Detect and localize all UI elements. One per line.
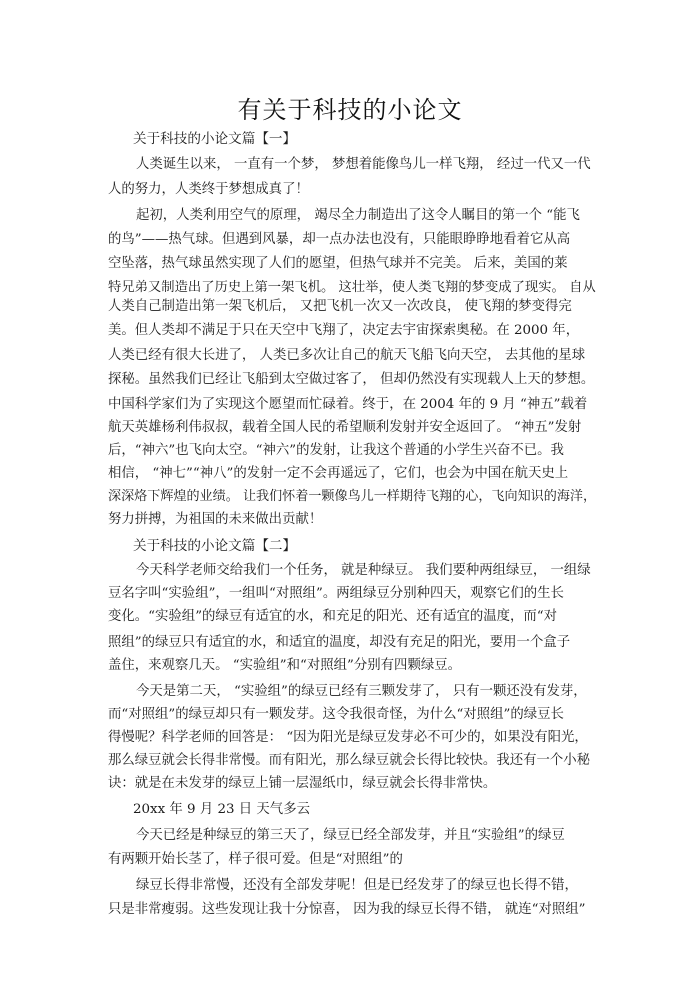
- text-line: 变化。“实验组”的绿豆有适宜的水，和充足的阳光、还有适宜的温度，而“对: [108, 609, 558, 624]
- text-line: 人类诞生以来， 一直有一个梦， 梦想着能像鸟儿一样飞翔， 经过一代又一代: [136, 157, 591, 172]
- text-line: 美。但人类却不满足于只在天空中飞翔了，决定去宇宙探索奥秘。在 2000 年，: [108, 323, 580, 338]
- text-line: 特兄弟又制造出了历史上第一架飞机。 这壮举，使人类飞翔的梦变成了现实。 自从: [108, 280, 596, 295]
- text-line: 深深烙下辉煌的业绩。 让我们怀着一颗像鸟儿一样期待飞翔的心，飞向知识的海洋，: [108, 489, 597, 504]
- section-heading: 关于科技的小论文篇【一】: [133, 131, 297, 147]
- text-line: 今天科学老师交给我们一个任务， 就是种绿豆。 我们要种两组绿豆， 一组绿: [136, 563, 591, 578]
- document-title: 有关于科技的小论文: [237, 96, 463, 124]
- text-line: 豆名字叫“实验组”，一组叫“对照组”。两组绿豆分别种四天，观察它们的生长: [108, 586, 564, 601]
- text-line: 相信， “神七”“神八”的发射一定不会再遥远了，它们，也会为中国在航天史上: [108, 466, 569, 481]
- text-line: 只是非常瘦弱。这些发现让我十分惊喜， 因为我的绿豆长得不错， 就连“对照组”: [108, 902, 586, 917]
- text-line: 人类已经有很大长进了， 人类已多次让自己的航天飞船飞向天空， 去其他的星球: [108, 348, 586, 363]
- text-line: 而“对照组”的绿豆却只有一颗发芽。这令我很奇怪，为什么“对照组”的绿豆长: [108, 707, 564, 722]
- text-line: 努力拼搏，为祖国的未来做出贡献！: [108, 512, 323, 527]
- text-line: 今天是第二天， “实验组”的绿豆已经有三颗发芽了， 只有一颗还没有发芽，: [136, 684, 587, 699]
- text-line: 空坠落，热气球虽然实现了人们的愿望，但热气球并不完美。 后来，美国的莱: [108, 256, 568, 271]
- text-line: 绿豆长得非常慢，还没有全部发芽呢！但是已经发芽了的绿豆也长得不错，: [136, 878, 578, 893]
- text-line: 的鸟”——热气球。但遇到风暴，却一点办法也没有，只能眼睁睁地看着它从高: [108, 232, 571, 247]
- text-line: 探秘。虽然我们已经让飞船到太空做过客了， 但却仍然没有实现载人上天的梦想。: [108, 372, 595, 387]
- text-line: 今天已经是种绿豆的第三天了，绿豆已经全部发芽，并且“实验组”的绿豆: [136, 828, 565, 843]
- text-line: 中国科学家们为了实现这个愿望而忙碌着。终于，在 2004 年的 9 月 “神五”载着: [108, 397, 588, 412]
- text-line: 盖住，来观察几天。 “实验组”和“对照组”分别有四颗绿豆。: [108, 658, 462, 673]
- text-line: 航天英雄杨利伟叔叔，载着全国人民的希望顺利发射并安全返回了。 “神五”发射: [108, 420, 582, 435]
- text-line: 人类自己制造出第一架飞机后， 又把飞机一次又一次改良， 使飞翔的梦变得完: [108, 299, 572, 314]
- date-line: 20xx 年 9 月 23 日 天气多云: [133, 802, 310, 817]
- text-line: 人的努力，人类终于梦想成真了！: [108, 182, 309, 197]
- text-line: 有两颗开始长茎了，样子很可爱。但是“对照组”的: [108, 852, 403, 867]
- section-heading: 关于科技的小论文篇【二】: [133, 538, 297, 554]
- text-line: 后，“神六”也飞向太空。“神六”的发射，让我这个普通的小学生兴奋不已。我: [108, 443, 564, 458]
- text-line: 那么绿豆就会长得非常慢。而有阳光，那么绿豆就会长得比较快。我还有一个小秘: [108, 753, 591, 768]
- text-line: 得慢呢？科学老师的回答是： “因为阳光是绿豆发芽必不可少的，如果没有阳光，: [108, 730, 588, 745]
- text-line: 照组”的绿豆只有适宜的水，和适宜的温度，却没有充足的阳光，要用一个盒子: [108, 635, 571, 650]
- text-line: 诀：就是在未发芽的绿豆上铺一层湿纸巾，绿豆就会长得非常快。: [108, 776, 497, 791]
- text-line: 起初，人类利用空气的原理， 竭尽全力制造出了这令人瞩目的第一个 “能飞: [136, 208, 580, 223]
